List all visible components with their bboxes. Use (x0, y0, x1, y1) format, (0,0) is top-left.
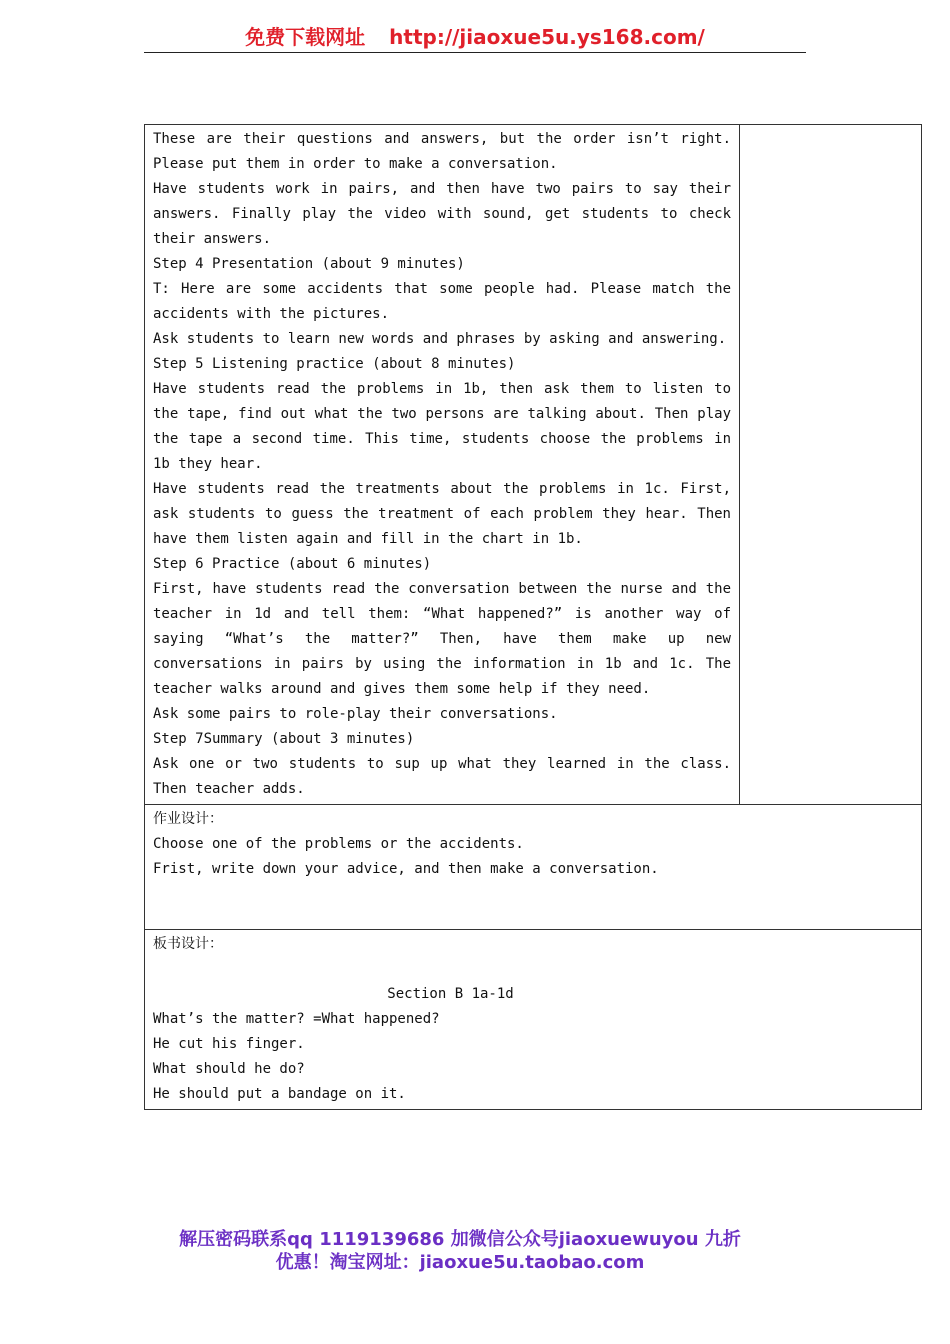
procedure-line: These are their questions and answers, but the order isn’t right. (153, 131, 731, 147)
procedure-line: ask students to guess the treatment of each problem they hear. Then (153, 506, 731, 522)
footer-line-1: 解压密码联系qq 1119139686 加微信公众号jiaoxuewuyou 九折 (179, 1229, 741, 1250)
board-line: He should put a bandage on it. (153, 1086, 406, 1102)
board-line: What should he do? (153, 1061, 305, 1077)
header-label: 免费下载网址 (245, 25, 366, 49)
procedure-line: answers. Finally play the video with sound, get students to check (153, 206, 731, 222)
homework-cell (145, 805, 922, 930)
board-line: What’s the matter? =What happened? (153, 1011, 440, 1027)
notes-cell (740, 125, 922, 805)
procedure-line: First, have students read the conversation between the nurse and the (153, 581, 731, 597)
procedure-line: Have students read the problems in 1b, then ask them to listen to (153, 381, 731, 397)
procedure-line: Have students work in pairs, and then have two pairs to say their (153, 181, 731, 197)
procedure-line: Ask one or two students to sup up what they learned in the class. (153, 756, 731, 772)
procedure-line: accidents with the pictures. (153, 306, 390, 322)
page-header (144, 22, 806, 53)
procedure-line: Step 7Summary (about 3 minutes) (153, 731, 415, 747)
procedure-line: T: Here are some accidents that some people had. Please match the (153, 281, 731, 297)
homework-line: Choose one of the problems or the accidents. (153, 836, 524, 852)
procedure-line: the tape a second time. This time, students choose the problems in (153, 431, 731, 447)
procedure-line: Please put them in order to make a conversation. (153, 156, 558, 172)
procedure-line: teacher in 1d and tell them: “What happened?” is another way of (153, 606, 731, 622)
procedure-line: Ask students to learn new words and phrases by asking and answering. (153, 331, 727, 347)
procedure-row (145, 125, 922, 805)
board-cell (145, 930, 922, 1110)
board-title: 板书设计： (153, 936, 223, 952)
lesson-plan-table (144, 124, 922, 1110)
homework-line: Frist, write down your advice, and then make a conversation. (153, 861, 659, 877)
procedure-line: Then teacher adds. (153, 781, 305, 797)
procedure-line: Have students read the treatments about the problems in 1c. First, (153, 481, 731, 497)
procedure-line: conversations in pairs by using the information in 1b and 1c. The (153, 656, 731, 672)
board-heading: Section B 1a-1d (387, 986, 514, 1002)
procedure-line: Step 6 Practice (about 6 minutes) (153, 556, 432, 572)
procedure-cell (145, 125, 740, 805)
header-url-link[interactable]: http://jiaoxue5u.ys168.com/ (389, 25, 705, 49)
board-line: He cut his finger. (153, 1036, 305, 1052)
procedure-line: saying “What’s the matter?” Then, have them make up new (153, 631, 731, 647)
procedure-line: Step 4 Presentation (about 9 minutes) (153, 256, 465, 272)
procedure-line: their answers. (153, 231, 272, 247)
procedure-line: 1b they hear. (153, 456, 263, 472)
homework-row (145, 805, 922, 930)
homework-title: 作业设计： (153, 811, 223, 827)
procedure-line: Ask some pairs to role-play their conversations. (153, 706, 558, 722)
board-row (145, 930, 922, 1110)
procedure-line: the tape, find out what the two persons are talking about. Then play (153, 406, 731, 422)
procedure-line: have them listen again and fill in the chart in 1b. (153, 531, 583, 547)
procedure-line: Step 5 Listening practice (about 8 minutes) (153, 356, 516, 372)
footer-line-2: 优惠！淘宝网址：jiaoxue5u.taobao.com (275, 1252, 645, 1273)
procedure-line: teacher walks around and gives them some help if they need. (153, 681, 651, 697)
